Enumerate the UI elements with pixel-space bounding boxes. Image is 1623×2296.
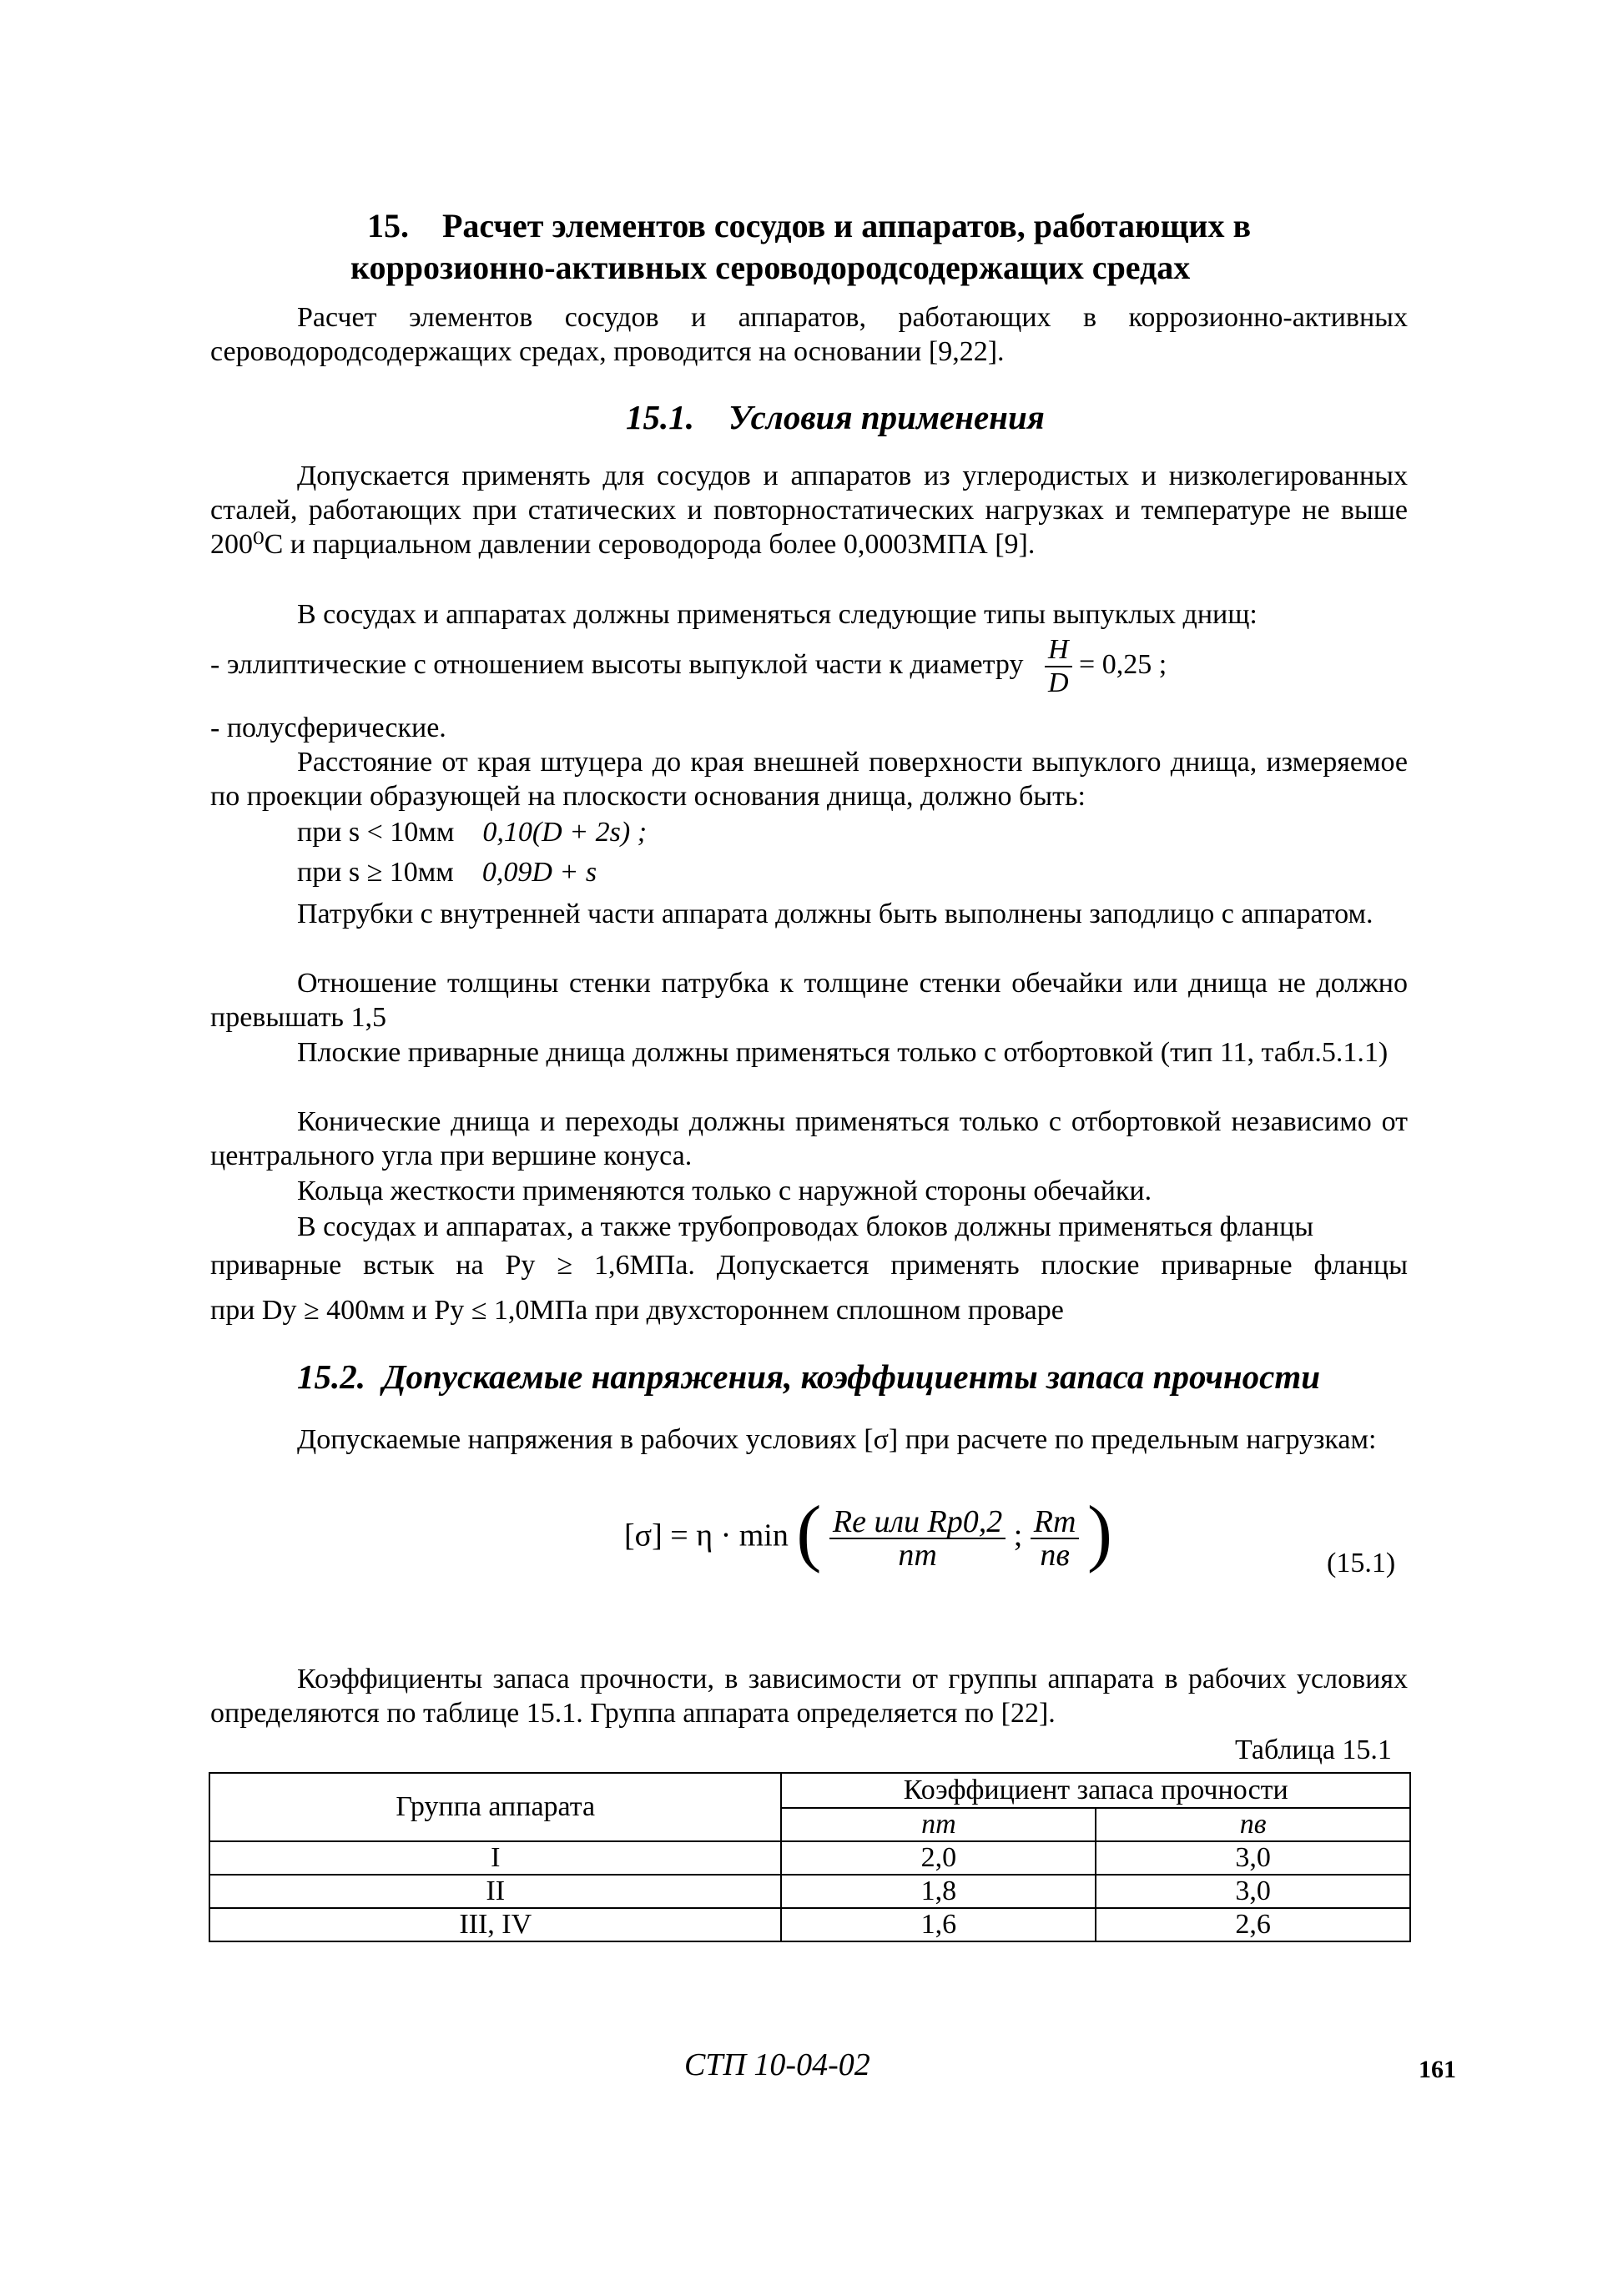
- table-row: [209, 1875, 1410, 1908]
- formula-fraction-2: [1031, 1506, 1080, 1571]
- cell-group: III, IV: [209, 1908, 781, 1941]
- subsection-number: 15.1.: [626, 398, 694, 436]
- paragraph-nozzles: Патрубки с внутренней части аппарата должны быть выполнены заподлицо с аппаратом.: [297, 899, 1374, 929]
- header-nt: nт: [781, 1808, 1096, 1841]
- subsection-title: Условия применения: [728, 398, 1045, 436]
- header-group: Группа аппарата: [209, 1773, 781, 1841]
- header-nv: nв: [1096, 1808, 1410, 1841]
- paragraph-flanges-line2: приварные встык на Pу ≥ 1,6МПа. Допускается применять плоские приварные фланцы: [210, 1250, 1408, 1281]
- cell-nt: 2,0: [781, 1841, 1096, 1875]
- formula-15-1: [624, 1491, 1112, 1574]
- paragraph-flanges-line1: В сосудах и аппаратах, а также трубопроводах блоков должны применяться фланцы: [297, 1211, 1314, 1242]
- cell-group: II: [209, 1875, 781, 1908]
- paren-open: (: [796, 1491, 822, 1574]
- cell-group: I: [209, 1841, 781, 1875]
- ratio-numerator: H: [1047, 634, 1069, 665]
- formula-fraction-1: [829, 1506, 1006, 1571]
- subsection-title: Допускаемые напряжения, коэффициенты запаса прочности: [382, 1357, 1321, 1396]
- fraction-1-numerator: Re или Rp0,2: [832, 1504, 1003, 1539]
- document-code: СТП 10-04-02: [684, 2047, 870, 2082]
- section-heading-line1: [367, 205, 1251, 247]
- cell-nv: 3,0: [1096, 1841, 1410, 1875]
- ratio-denominator: D: [1045, 666, 1072, 699]
- cell-nt: 1,8: [781, 1875, 1096, 1908]
- condition-2-label: при s ≥ 10мм: [297, 857, 454, 888]
- ratio-fraction: [1045, 634, 1072, 699]
- condition-2-value: 0,09D + s: [481, 857, 597, 888]
- fraction-2-denominator: nв: [1031, 1538, 1080, 1571]
- formula-separator: ;: [1013, 1518, 1023, 1553]
- paragraph-stiffening-rings: Кольца жесткости применяются только с наружной стороны обечайки.: [297, 1176, 1152, 1206]
- ratio-value: = 0,25 ;: [1079, 648, 1167, 680]
- cell-nv: 2,6: [1096, 1908, 1410, 1941]
- formula-lhs: [σ] = η · min: [624, 1518, 789, 1553]
- table-header-row: [209, 1773, 1410, 1808]
- paragraph-conical-heads: Конические днища и переходы должны применяться только с отбортовкой независимо от центрального угла при вершине конуса.: [210, 1106, 1408, 1171]
- condition-2: [297, 855, 597, 889]
- bullet-elliptical-text: - эллиптические с отношением высоты выпуклой части к диаметру: [210, 648, 1024, 680]
- subsection-15-2-heading: [297, 1357, 1321, 1396]
- bullet-hemispherical: - полусферические.: [210, 712, 446, 743]
- paragraph-flat-heads: Плоские приварные днища должны применяться только с отбортовкой (тип 11, табл.5.1.1): [297, 1037, 1389, 1068]
- table-row: [209, 1841, 1410, 1875]
- cell-nt: 1,6: [781, 1908, 1096, 1941]
- paragraph-flanges-line3: при Dу ≥ 400мм и Pу ≤ 1,0МПа при двухстороннем сплошном проваре: [210, 1295, 1064, 1326]
- paren-close: ): [1086, 1491, 1112, 1574]
- subsection-15-1-heading: [626, 400, 1045, 435]
- page-number: 161: [1419, 2056, 1456, 2083]
- paragraph-head-types: В сосудах и аппаратах должны применяться следующие типы выпуклых днищ:: [297, 599, 1258, 630]
- section-title-line2: коррозионно-активных сероводородсодержащих средах: [350, 249, 1191, 286]
- paragraph-allowable-stress: Допускаемые напряжения в рабочих условиях [σ] при расчете по предельным нагрузкам:: [297, 1424, 1377, 1455]
- fraction-1-denominator: nт: [829, 1538, 1006, 1571]
- safety-factor-table: [209, 1772, 1411, 1942]
- table-caption: Таблица 15.1: [1235, 1735, 1392, 1765]
- subsection-number: 15.2.: [297, 1357, 365, 1396]
- bullet-elliptical: [210, 634, 1167, 699]
- cell-nv: 3,0: [1096, 1875, 1410, 1908]
- fraction-2-numerator: Rm: [1033, 1504, 1076, 1539]
- section-number: 15.: [367, 207, 409, 244]
- condition-1-value: 0,10(D + 2s) ;: [482, 817, 648, 848]
- condition-1-label: при s < 10мм: [297, 817, 455, 848]
- section-title-line1: Расчет элементов сосудов и аппаратов, работающих в: [442, 207, 1252, 244]
- condition-1: [297, 815, 647, 849]
- paragraph-distance: Расстояние от края штуцера до края внешней поверхности выпуклого днища, измеряемое по проекции образующей на плоскости основания днища, должно быть:: [210, 747, 1408, 812]
- intro-paragraph: Расчет элементов сосудов и аппаратов, работающих в коррозионно-активных сероводородсодержащих средах, проводится на основании [9,22].: [210, 302, 1408, 367]
- header-coefficient: Коэффициент запаса прочности: [781, 1773, 1410, 1808]
- paragraph-thickness-ratio: Отношение толщины стенки патрубка к толщине стенки обечайки или днища не должно превышать 1,5: [210, 968, 1408, 1033]
- paragraph-safety-factors: Коэффициенты запаса прочности, в зависимости от группы аппарата в рабочих условиях определяются по таблице 15.1. Группа аппарата определяется по [22].: [210, 1664, 1408, 1729]
- table-row: [209, 1908, 1410, 1941]
- paragraph-conditions: Допускается применять для сосудов и аппаратов из углеродистых и низколегированных сталей, работающих при статических и повторностатических нагрузках и температуре не выше 200⁰С и парциальном давлении сероводорода более 0,0003МПА [9].: [210, 461, 1408, 560]
- formula-number: (15.1): [1327, 1548, 1396, 1578]
